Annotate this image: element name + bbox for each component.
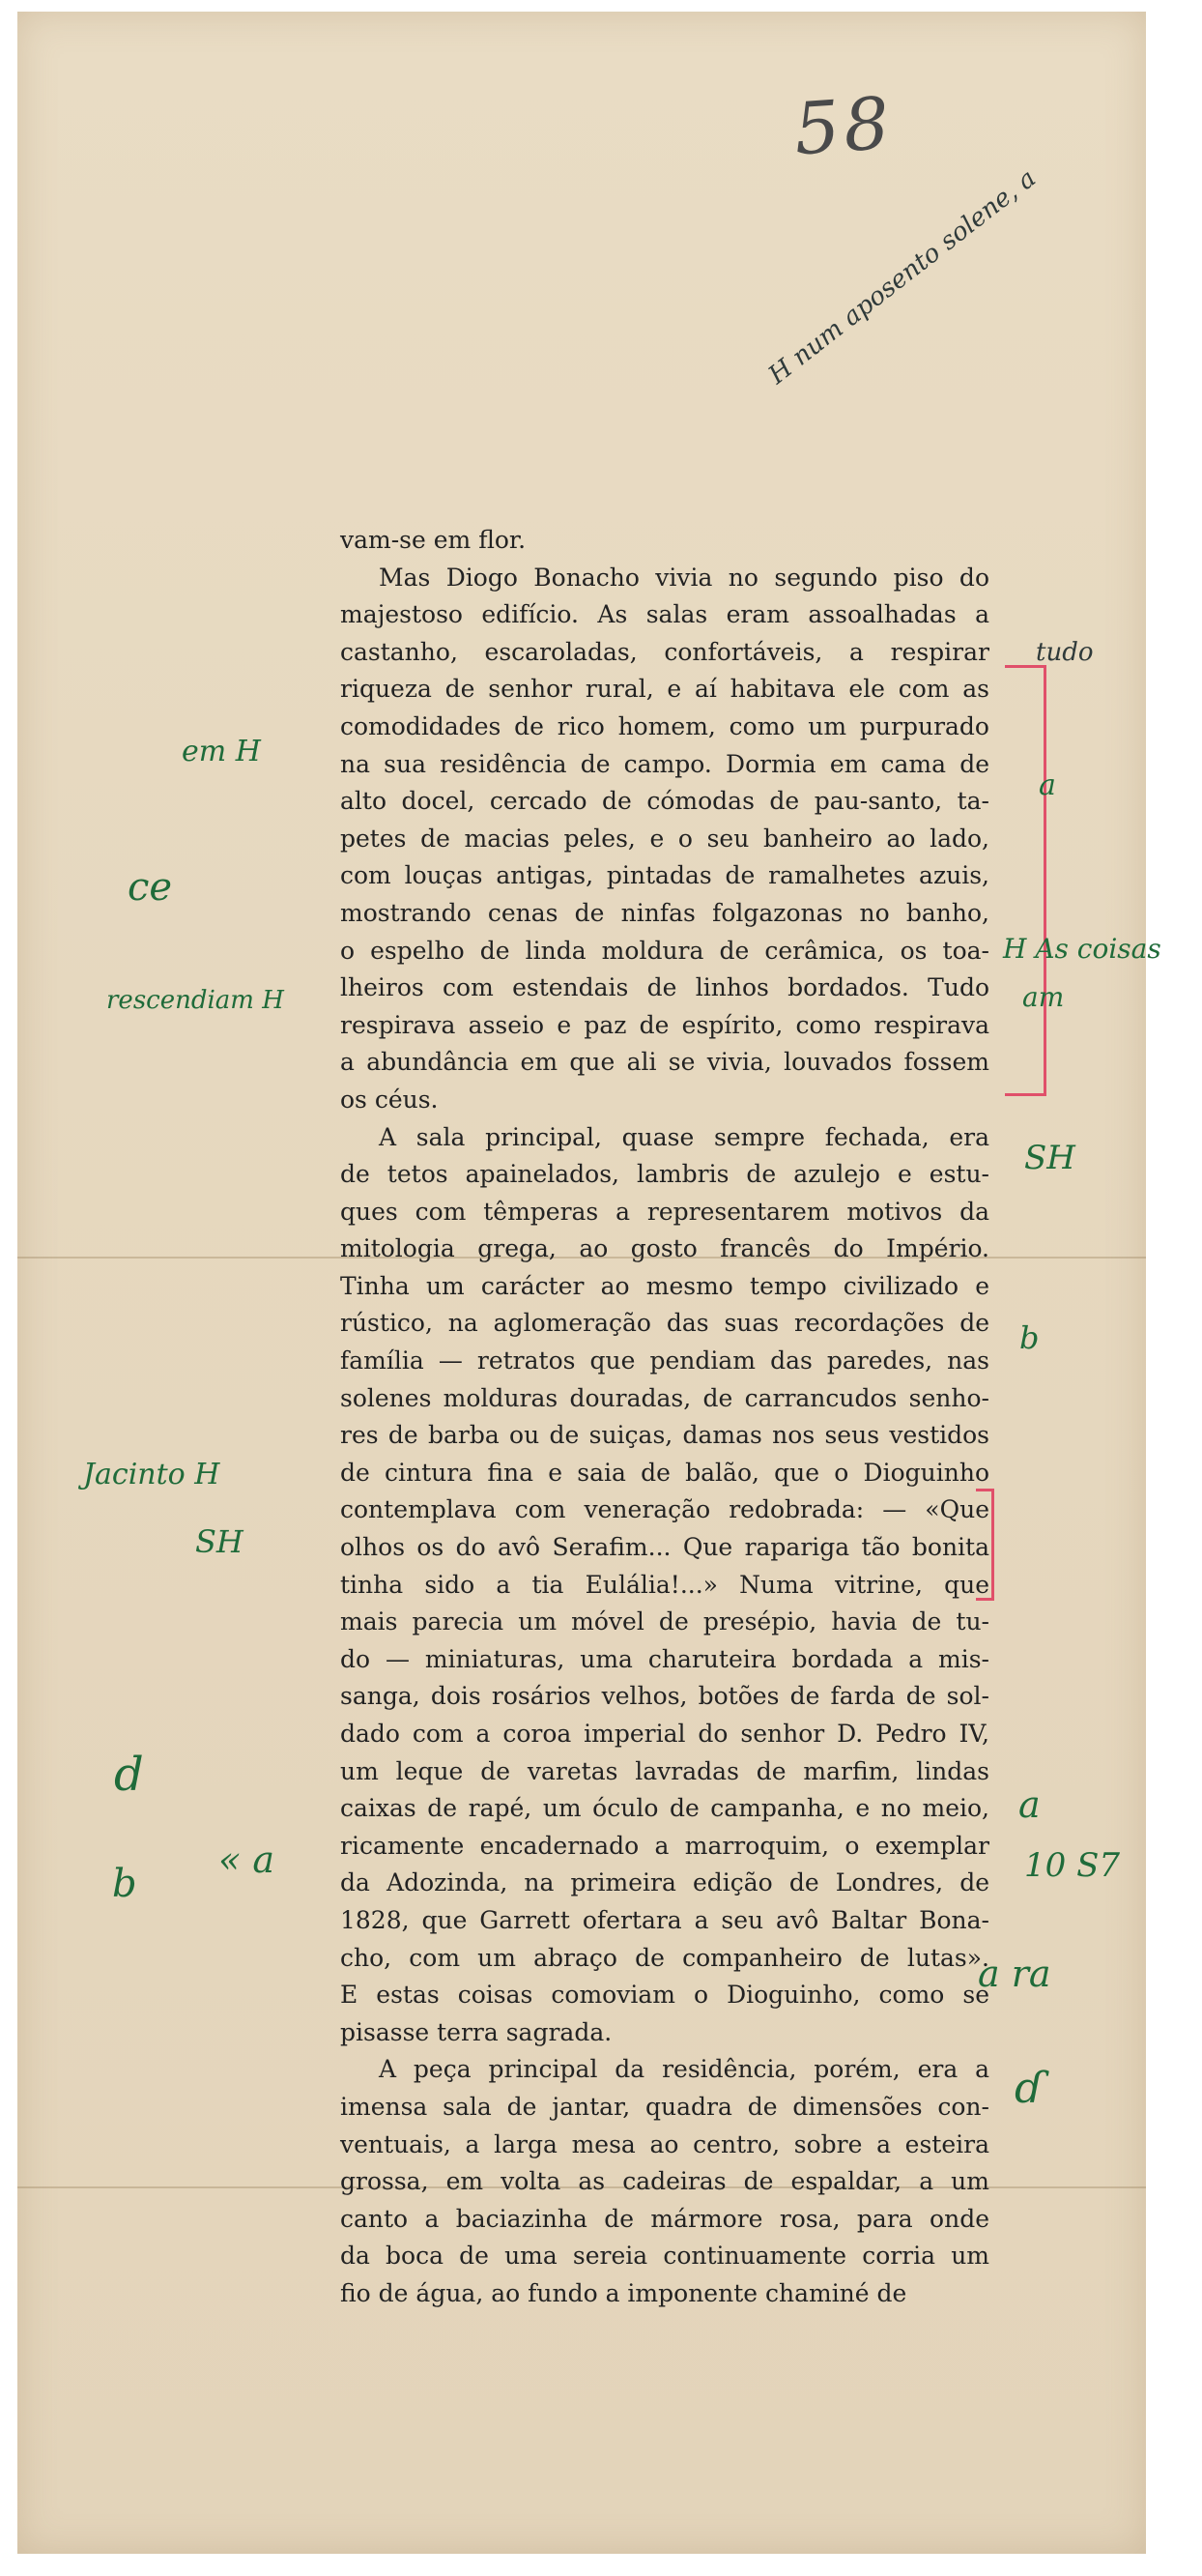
body-line: contemplava com veneração redobrada: — «Que (340, 1495, 989, 1524)
margin-note: a (1039, 768, 1056, 802)
body-line: castanho, escaroladas, confortáveis, a respirar (340, 637, 989, 666)
margin-note: SH (1024, 1139, 1075, 1177)
body-line: comodidades de rico homem, como um purpurado (340, 711, 989, 740)
body-line: vam-se em flor. (340, 526, 527, 554)
body-line: respirava asseio e paz de espírito, como respirava (340, 1010, 989, 1039)
body-line: res de barba ou de suiças, damas nos seus vestidos (340, 1421, 989, 1450)
body-line: ricamente encadernado a marroquim, o exemplar (340, 1831, 989, 1860)
body-line: de tetos apainelados, lambris de azulejo e estu- (340, 1160, 989, 1189)
margin-note: 10 S7 (1024, 1846, 1120, 1885)
body-line: a abundância em que ali se vivia, louvados fossem (340, 1048, 989, 1077)
body-line: fio de água, ao fundo a imponente chaminé de (340, 2278, 907, 2307)
body-line: A sala principal, quase sempre fechada, era (379, 1122, 989, 1151)
margin-note: b (1019, 1319, 1040, 1356)
margin-note: a ra (978, 1953, 1051, 1995)
body-line: pisasse terra sagrada. (340, 2017, 613, 2046)
body-line: mitologia grega, ao gosto francês do Império. (340, 1234, 989, 1263)
body-line: com louças antigas, pintadas de ramalhetes azuis, (340, 861, 989, 890)
body-line: mostrando cenas de ninfas folgazonas no banho, (340, 898, 989, 927)
margin-note: d (114, 1748, 144, 1802)
body-line: de cintura fina e saia de balão, que o Dioguinho (340, 1458, 989, 1487)
margin-note: tudo (1036, 638, 1094, 667)
margin-note: am (1022, 981, 1065, 1013)
margin-note-top-insert: H num aposento solene, a (763, 163, 1042, 391)
correction-bracket (1005, 665, 1046, 1096)
body-line: rústico, na aglomeração das suas recordações de (340, 1309, 989, 1338)
body-line: mais parecia um móvel de presépio, havia de tu- (340, 1607, 989, 1636)
body-line: olhos os do avô Serafim... Que rapariga tão bonita (340, 1533, 989, 1562)
body-line: caixas de rapé, um óculo de campanha, e no meio, (340, 1794, 989, 1823)
body-line: tinha sido a tia Eulália!...» Numa vitrine, que (340, 1570, 989, 1599)
body-text (340, 522, 989, 2313)
margin-note: Jacinto H (83, 1458, 220, 1491)
body-line: alto docel, cercado de cómodas de pau-santo, ta- (340, 787, 989, 816)
margin-note: H As coisas (1003, 933, 1161, 965)
margin-note: em H (182, 735, 261, 768)
body-line: 1828, que Garrett ofertara a seu avô Baltar Bona- (340, 1905, 989, 1934)
page-number: 58 (791, 81, 897, 172)
body-line: na sua residência de campo. Dormia em cama de (340, 749, 989, 778)
body-line: canto a baciazinha de mármore rosa, para onde (340, 2204, 989, 2233)
body-line: família — retratos que pendiam das paredes, nas (340, 1346, 989, 1375)
body-line: da boca de uma sereia continuamente corria um (340, 2242, 989, 2271)
margin-note: « a (218, 1838, 274, 1881)
body-line: da Adozinda, na primeira edição de Londres, de (340, 1868, 989, 1897)
body-line: E estas coisas comoviam o Dioguinho, como se (340, 1981, 989, 2010)
margin-note: ɗ (1015, 2064, 1045, 2113)
body-line: Tinha um carácter ao mesmo tempo civilizado e (340, 1271, 989, 1300)
body-line: riqueza de senhor rural, e aí habitava ele com as (340, 675, 989, 704)
body-line: majestoso edifício. As salas eram assoalhadas a (340, 600, 989, 629)
body-line: solenes molduras douradas, de carrancudos senho- (340, 1383, 989, 1412)
body-line: do — miniaturas, uma charuteira bordada a mis- (340, 1644, 989, 1673)
margin-note: SH (195, 1523, 243, 1560)
body-line: grossa, em volta as cadeiras de espaldar, a um (340, 2167, 989, 2196)
body-line: dado com a coroa imperial do senhor D. Pedro IV, (340, 1720, 989, 1748)
margin-note: b (112, 1862, 137, 1906)
margin-note: rescendiam H (106, 986, 284, 1015)
body-line: A peça principal da residência, porém, era a (379, 2055, 989, 2084)
body-line: ques com têmperas a representarem motivos da (340, 1197, 989, 1226)
body-line: cho, com um abraço de companheiro de lutas». (340, 1943, 989, 1972)
body-line: os céus. (340, 1085, 439, 1114)
body-line: petes de macias peles, e o seu banheiro ao lado, (340, 824, 989, 853)
margin-note: a (1018, 1783, 1041, 1826)
body-line: sanga, dois rosários velhos, botões de farda de sol- (340, 1682, 989, 1711)
correction-bracket (976, 1489, 994, 1601)
body-line: Mas Diogo Bonacho vivia no segundo piso do (379, 563, 989, 592)
body-line: lheiros com estendais de linhos bordados. Tudo (340, 973, 989, 1002)
body-line: imensa sala de jantar, quadra de dimensões con- (340, 2092, 989, 2121)
body-line: o espelho de linda moldura de cerâmica, os toa- (340, 936, 989, 965)
body-line: ventuais, a larga mesa ao centro, sobre a esteira (340, 2129, 989, 2158)
body-line: um leque de varetas lavradas de marfim, lindas (340, 1756, 989, 1785)
margin-note: ce (128, 865, 173, 910)
